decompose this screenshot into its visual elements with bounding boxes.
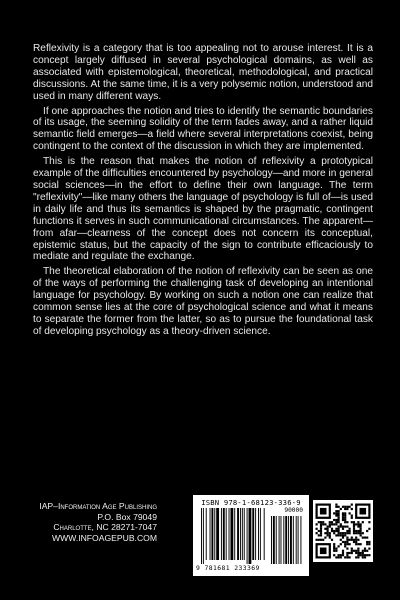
qr-module xyxy=(368,548,370,550)
qr-module xyxy=(316,532,318,534)
qr-module xyxy=(357,526,359,528)
addon-digits: 90000 xyxy=(284,507,303,514)
qr-module xyxy=(333,532,335,534)
qr-module xyxy=(368,543,370,545)
qr-module xyxy=(320,523,322,525)
qr-module xyxy=(342,554,344,556)
qr-module xyxy=(346,552,348,554)
qr-module xyxy=(335,506,337,508)
qr-module xyxy=(353,528,355,530)
qr-module xyxy=(346,541,348,543)
qr-module xyxy=(366,537,368,539)
barcode-addon-bar xyxy=(300,516,301,564)
qr-module xyxy=(335,556,337,558)
qr-module xyxy=(344,517,346,519)
qr-module xyxy=(344,506,346,508)
qr-module xyxy=(357,532,359,534)
qr-module xyxy=(333,530,335,532)
qr-module xyxy=(335,528,337,530)
qr-module xyxy=(338,534,340,536)
qr-module xyxy=(351,521,353,523)
qr-module xyxy=(355,530,357,532)
barcode-addon-bar xyxy=(279,516,280,564)
qr-module xyxy=(364,554,366,556)
qr-module xyxy=(340,532,342,534)
qr-module xyxy=(362,556,364,558)
qr-module xyxy=(333,550,335,552)
qr-module xyxy=(353,530,355,532)
ean-digits: 9 781681 233369 xyxy=(196,564,260,572)
qr-module xyxy=(362,521,364,523)
qr-module xyxy=(357,552,359,554)
qr-module xyxy=(340,534,342,536)
qr-module xyxy=(329,523,331,525)
qr-module xyxy=(349,506,351,508)
qr-code-icon xyxy=(313,500,373,562)
qr-module xyxy=(353,523,355,525)
barcode-addon-bar xyxy=(273,516,275,564)
qr-module xyxy=(349,532,351,534)
qr-module xyxy=(318,539,320,541)
qr-module xyxy=(364,537,366,539)
qr-module xyxy=(344,519,346,521)
qr-module xyxy=(329,532,331,534)
qr-module xyxy=(344,534,346,536)
blurb-paragraph-1: Reflexivity is a category that is too appealing not to arouse interest. It is a concept largely diffused in several psychological domains, as well as associated with epistemological, theoretical, methodological, and practical discussions. At the same time, it is a very polysemic notion, understood and used in many different ways. xyxy=(33,43,373,102)
qr-module xyxy=(333,545,335,547)
qr-module xyxy=(357,521,359,523)
qr-module xyxy=(340,526,342,528)
qr-module xyxy=(318,534,320,536)
qr-module xyxy=(368,528,370,530)
qr-module xyxy=(344,541,346,543)
blurb-paragraph-3: This is the reason that makes the notion of reflexivity a prototypical example of the difficulties encountered by psychology—and more in general social sciences—in the effort to define their own language. The term "reflexivity"—like many others the language of psychology is full of—is used in daily life and thus its semantics is shaped by the pragmatic, contingent functions it serves in such communicational circumstances. The apparent—from afar—clearness of the concept does not concern its conceptual, epistemic status, but the capacity of the sign to contribute efficaciously to mediate and regulate the exchange. xyxy=(33,156,373,263)
qr-module xyxy=(344,556,346,558)
qr-module xyxy=(351,515,353,517)
qr-module xyxy=(340,543,342,545)
qr-module xyxy=(331,521,333,523)
publisher-website: WWW.INFOAGEPUB.COM xyxy=(51,532,157,543)
qr-module xyxy=(338,545,340,547)
qr-module xyxy=(349,556,351,558)
qr-module xyxy=(353,539,355,541)
barcode-addon-bar xyxy=(281,516,282,564)
qr-module xyxy=(360,528,362,530)
qr-module xyxy=(346,556,348,558)
qr-module xyxy=(318,521,320,523)
qr-module xyxy=(351,550,353,552)
qr-module xyxy=(320,539,322,541)
barcode-addon-bar xyxy=(285,516,287,564)
qr-module xyxy=(335,510,337,512)
blurb-paragraph-2: If one approaches the notion and tries to identify the semantic boundaries of its usage, the seeming solidity of the term fades away, and a rather liquid semantic field emerges—a field where several interpretations coexist, being contingent to the context of the discussion in which they are implemented. xyxy=(33,105,373,153)
qr-module xyxy=(320,530,322,532)
qr-module xyxy=(355,539,357,541)
qr-module xyxy=(322,539,324,541)
qr-module xyxy=(344,545,346,547)
qr-module xyxy=(353,532,355,534)
qr-module xyxy=(360,554,362,556)
qr-module xyxy=(327,528,329,530)
qr-module xyxy=(335,548,337,550)
qr-module xyxy=(357,523,359,525)
qr-module xyxy=(353,550,355,552)
barcode-bar xyxy=(255,508,256,560)
qr-module xyxy=(362,532,364,534)
qr-module xyxy=(340,539,342,541)
qr-module xyxy=(338,512,340,514)
qr-module xyxy=(331,539,333,541)
qr-module xyxy=(342,550,344,552)
qr-finder-inner xyxy=(320,548,327,555)
qr-module xyxy=(329,534,331,536)
qr-module xyxy=(335,521,337,523)
qr-module xyxy=(331,523,333,525)
qr-module xyxy=(360,530,362,532)
qr-module xyxy=(338,530,340,532)
qr-module xyxy=(335,550,337,552)
qr-module xyxy=(324,528,326,530)
barcode-addon-bar xyxy=(296,516,297,564)
qr-module xyxy=(351,552,353,554)
qr-module xyxy=(342,526,344,528)
barcode-bar xyxy=(229,508,230,560)
qr-module xyxy=(342,512,344,514)
qr-module xyxy=(353,541,355,543)
qr-module xyxy=(344,512,346,514)
barcode-bar xyxy=(214,508,215,560)
qr-module xyxy=(357,556,359,558)
qr-module xyxy=(349,539,351,541)
qr-module xyxy=(338,515,340,517)
barcode-bar xyxy=(240,508,241,560)
qr-module xyxy=(333,543,335,545)
qr-module xyxy=(335,504,337,506)
qr-module xyxy=(366,554,368,556)
qr-module xyxy=(357,530,359,532)
qr-module xyxy=(342,537,344,539)
qr-module xyxy=(324,523,326,525)
qr-module xyxy=(320,521,322,523)
qr-module xyxy=(344,543,346,545)
barcode-bar xyxy=(247,508,248,564)
barcode-addon-bar xyxy=(276,516,277,564)
qr-module xyxy=(346,506,348,508)
qr-module xyxy=(316,523,318,525)
qr-module xyxy=(331,528,333,530)
qr-module xyxy=(355,550,357,552)
qr-module xyxy=(342,528,344,530)
barcode-bar xyxy=(258,508,259,560)
qr-module xyxy=(344,515,346,517)
qr-module xyxy=(351,537,353,539)
qr-module xyxy=(368,521,370,523)
qr-module xyxy=(362,550,364,552)
qr-module xyxy=(355,543,357,545)
qr-module xyxy=(357,539,359,541)
qr-module xyxy=(331,530,333,532)
qr-module xyxy=(349,543,351,545)
qr-module xyxy=(349,528,351,530)
barcode-addon-bar xyxy=(293,516,294,564)
qr-module xyxy=(320,526,322,528)
qr-module xyxy=(338,506,340,508)
qr-module xyxy=(346,543,348,545)
qr-module xyxy=(342,506,344,508)
qr-module xyxy=(368,554,370,556)
barcode-bar xyxy=(242,508,243,560)
qr-module xyxy=(342,519,344,521)
qr-module xyxy=(351,504,353,506)
qr-module xyxy=(353,526,355,528)
qr-module xyxy=(346,521,348,523)
qr-module xyxy=(360,526,362,528)
qr-module xyxy=(333,512,335,514)
qr-module xyxy=(357,543,359,545)
qr-module xyxy=(333,554,335,556)
qr-module xyxy=(316,539,318,541)
qr-module xyxy=(351,508,353,510)
qr-module xyxy=(349,530,351,532)
qr-module xyxy=(364,548,366,550)
qr-module xyxy=(346,532,348,534)
qr-module xyxy=(333,523,335,525)
qr-module xyxy=(335,530,337,532)
barcode-bar xyxy=(203,508,204,564)
qr-module xyxy=(360,532,362,534)
barcode-bar xyxy=(244,508,245,560)
qr-module xyxy=(338,554,340,556)
qr-module xyxy=(320,534,322,536)
barcode-icon xyxy=(199,508,303,564)
qr-module xyxy=(360,523,362,525)
qr-module xyxy=(342,532,344,534)
qr-module xyxy=(366,530,368,532)
qr-module xyxy=(349,512,351,514)
qr-finder-inner xyxy=(320,508,327,515)
qr-module xyxy=(340,508,342,510)
publisher-city: Charlotte, NC 28271-7047 xyxy=(53,522,157,532)
qr-module xyxy=(368,541,370,543)
qr-module xyxy=(318,530,320,532)
qr-module xyxy=(320,528,322,530)
qr-module xyxy=(333,519,335,521)
qr-module xyxy=(322,521,324,523)
qr-module xyxy=(344,526,346,528)
qr-module xyxy=(329,521,331,523)
qr-module xyxy=(364,556,366,558)
qr-panel xyxy=(313,500,373,562)
qr-module xyxy=(342,515,344,517)
qr-module xyxy=(360,534,362,536)
qr-module xyxy=(338,556,340,558)
qr-module xyxy=(338,526,340,528)
qr-module xyxy=(333,548,335,550)
barcode-addon-bar xyxy=(288,516,289,564)
barcode-bar xyxy=(201,508,202,564)
qr-module xyxy=(327,526,329,528)
qr-module xyxy=(342,517,344,519)
qr-module xyxy=(342,534,344,536)
qr-module xyxy=(338,528,340,530)
qr-module xyxy=(340,556,342,558)
barcode-bar xyxy=(226,508,227,560)
qr-module xyxy=(355,532,357,534)
qr-module xyxy=(340,554,342,556)
qr-module xyxy=(327,530,329,532)
barcode-bar xyxy=(216,508,219,560)
qr-module xyxy=(346,548,348,550)
qr-module xyxy=(320,532,322,534)
qr-module xyxy=(362,554,364,556)
isbn-label: ISBN 978-1-68123-336-9 xyxy=(201,498,301,507)
qr-module xyxy=(324,537,326,539)
barcode-addon-bar xyxy=(290,516,292,564)
qr-module xyxy=(360,552,362,554)
barcode-bar xyxy=(211,508,213,560)
barcode-bar xyxy=(230,508,233,560)
qr-module xyxy=(327,534,329,536)
qr-module xyxy=(316,528,318,530)
barcode-bar xyxy=(234,508,235,560)
qr-module xyxy=(327,532,329,534)
qr-module xyxy=(351,539,353,541)
qr-module xyxy=(351,548,353,550)
qr-module xyxy=(338,532,340,534)
qr-module xyxy=(366,543,368,545)
qr-module xyxy=(349,552,351,554)
qr-module xyxy=(344,508,346,510)
publisher-info xyxy=(27,501,157,543)
qr-module xyxy=(355,523,357,525)
qr-module xyxy=(335,523,337,525)
publisher-name: IAP–Information Age Publishing xyxy=(39,501,157,511)
qr-module xyxy=(338,519,340,521)
qr-module xyxy=(322,523,324,525)
qr-module xyxy=(342,552,344,554)
qr-module xyxy=(357,548,359,550)
qr-module xyxy=(346,537,348,539)
qr-module xyxy=(346,508,348,510)
qr-module xyxy=(355,537,357,539)
barcode-addon-bar xyxy=(298,516,299,564)
barcode-addon-bar xyxy=(271,516,272,564)
blurb-paragraph-4: The theoretical elaboration of the notion of reflexivity can be seen as one of the ways of performing the challenging task of developing an intentional language for psychology. By working on such a notion one can realize that common sense lies at the core of psychological science and what it means to separate the former from the latter, so as to pursue the foundational task of developing psychology as a theory-driven science. xyxy=(33,266,373,337)
qr-module xyxy=(362,552,364,554)
qr-module xyxy=(340,523,342,525)
qr-module xyxy=(353,521,355,523)
qr-module xyxy=(355,556,357,558)
qr-module xyxy=(364,550,366,552)
qr-module xyxy=(357,550,359,552)
qr-module xyxy=(351,517,353,519)
barcode-bar xyxy=(252,508,254,560)
barcode-panel xyxy=(193,495,309,576)
qr-module xyxy=(329,526,331,528)
barcode-bar xyxy=(264,508,265,560)
barcode-bar xyxy=(237,508,239,560)
qr-module xyxy=(338,521,340,523)
qr-module xyxy=(335,534,337,536)
qr-module xyxy=(366,550,368,552)
qr-module xyxy=(335,515,337,517)
qr-module xyxy=(324,532,326,534)
back-cover-blurb xyxy=(33,43,373,341)
barcode-bar xyxy=(210,508,211,560)
qr-module xyxy=(338,517,340,519)
publisher-po-box: P.O. Box 79049 xyxy=(97,511,157,522)
qr-module xyxy=(362,537,364,539)
qr-module xyxy=(335,512,337,514)
qr-finder-inner xyxy=(360,508,367,515)
qr-module xyxy=(346,526,348,528)
qr-module xyxy=(329,537,331,539)
barcode-addon-bar xyxy=(283,516,284,564)
barcode-bar xyxy=(221,508,222,560)
qr-module xyxy=(342,541,344,543)
qr-module xyxy=(346,554,348,556)
qr-module xyxy=(335,519,337,521)
qr-module xyxy=(338,510,340,512)
qr-module xyxy=(357,554,359,556)
qr-module xyxy=(355,552,357,554)
qr-module xyxy=(344,521,346,523)
qr-module xyxy=(344,532,346,534)
barcode-bar xyxy=(249,508,252,564)
qr-module xyxy=(346,530,348,532)
barcode-bar xyxy=(260,508,261,560)
qr-module xyxy=(346,539,348,541)
barcode-bar xyxy=(206,508,207,560)
barcode-bar xyxy=(223,508,225,560)
qr-module xyxy=(355,541,357,543)
qr-module xyxy=(366,541,368,543)
qr-module xyxy=(360,543,362,545)
